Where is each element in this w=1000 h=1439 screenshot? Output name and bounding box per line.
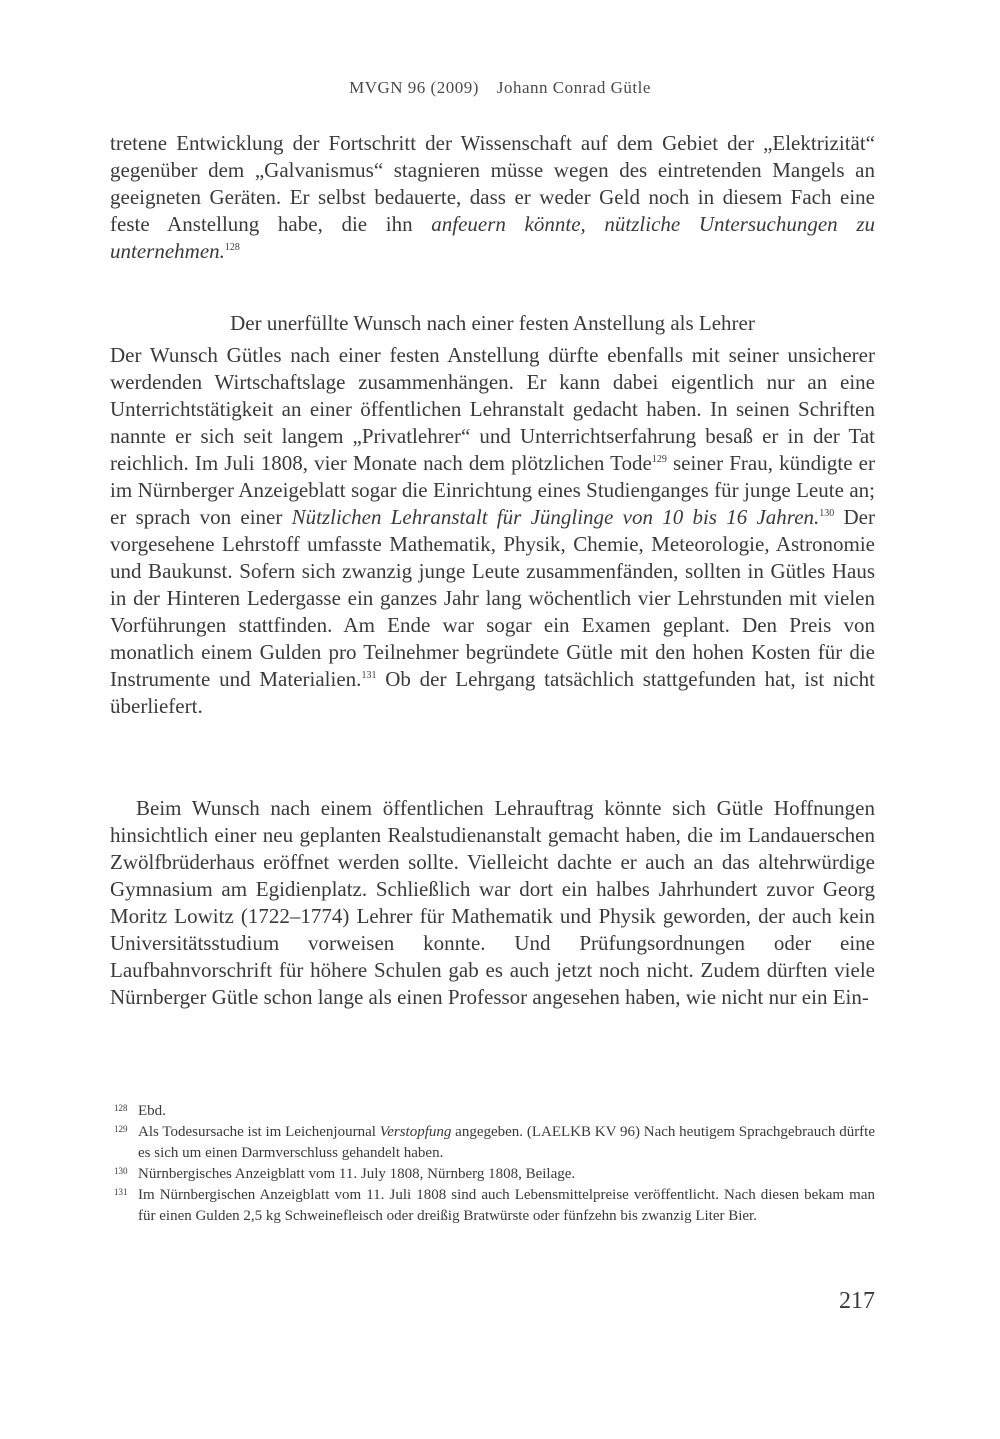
page-number: 217 xyxy=(839,1288,875,1314)
footnote-128 xyxy=(110,1101,875,1122)
footnote-text: angegeben. (LAELKB KV 96) Nach heutigem Sprachgebrauch dürfte es sich um einen Darmverschluss gehandelt haben. xyxy=(138,1124,876,1161)
body-paragraph-2 xyxy=(110,795,875,1011)
intro-italic-quote: anfeuern könnte, nützliche Untersuchungen zu unternehmen. xyxy=(110,212,875,263)
footnote-number: 128 xyxy=(114,1103,128,1113)
footnote-text: Im Nürnbergischen Anzeigblatt vom 11. Juli 1808 sind auch Lebensmittelpreise veröffentlicht. Nach diesen bekam man für einen Gulden 2,5 kg Schweinefleisch oder dreißig Bratwürste oder fünfzehn bis zwanzig Liter Bier. xyxy=(138,1187,875,1224)
para1-italic-title: Nützlichen Lehranstalt für Jünglinge von 10 bis 16 Jahren. xyxy=(291,505,820,529)
footnote-text: Ebd. xyxy=(138,1103,166,1119)
journal-reference: MVGN 96 (2009) xyxy=(349,78,479,97)
footnote-italic: Verstopfung xyxy=(379,1124,452,1140)
footnotes xyxy=(110,1101,875,1227)
intro-text: tretene Entwicklung der Fortschritt der Wissenschaft auf dem Gebiet der „Elektrizität“ gegenüber dem „Galvanismus“ stagnieren müsse wegen des eintretenden Mangels an geeigneten Geräten. Er selbst bedauerte, dass er weder Geld noch in diesem Fach eine feste Anstellung habe, die ihn xyxy=(110,131,875,236)
footnote-ref-128[interactable]: 128 xyxy=(224,242,240,253)
footnote-ref-130[interactable]: 130 xyxy=(819,508,835,519)
body-paragraph-1 xyxy=(110,342,875,720)
para1-text-b: seiner Frau, kündigte er im Nürnberger Anzeigeblatt sogar die Einrichtung eines Studienganges für junge Leute an; er sprach von einer xyxy=(110,451,875,529)
running-header xyxy=(0,78,1000,98)
footnote-number: 129 xyxy=(114,1124,128,1134)
para1-text-d: Ob der Lehrgang tatsächlich stattgefunden hat, ist nicht überliefert. xyxy=(110,667,875,718)
footnote-ref-131[interactable]: 131 xyxy=(361,670,377,681)
footnote-ref-129[interactable]: 129 xyxy=(651,454,667,465)
section-heading: Der unerfüllte Wunsch nach einer festen Anstellung als Lehrer xyxy=(230,311,755,335)
para1-text-a: Der Wunsch Gütles nach einer festen Anstellung dürfte ebenfalls mit seiner unsicherer werdenden Wirtschaftslage zusammenhängen. Er kann dabei eigentlich nur an eine Unterrichtstätigkeit an einer öffentlichen Lehranstalt gedacht haben. In seinen Schriften nannte er sich seit langem „Privatlehrer“ und Unterrichtserfahrung besaß er in der Tat reichlich. Im Juli 1808, vier Monate nach dem plötzlichen Tode xyxy=(110,343,875,475)
para1-text-c: Der vorgesehene Lehrstoff umfasste Mathematik, Physik, Chemie, Meteorologie, Astronomie und Baukunst. Sofern sich zwanzig junge Leute zusammenfänden, sollten in Gütles Haus in der Hinteren Ledergasse ein ganzes Jahr lang wöchentlich vier Lehrstunden mit vielen Vorführungen stattfinden. Am Ende war sogar ein Examen geplant. Den Preis von monatlich einem Gulden pro Teilnehmer begründete Gütle mit den hohen Kosten für die Instrumente und Materialien. xyxy=(110,505,875,691)
para2-text: Beim Wunsch nach einem öffentlichen Lehrauftrag könnte sich Gütle Hoffnungen hinsichtlich einer neu geplanten Realstudienanstalt gemacht haben, die im Landauerschen Zwölfbrüderhaus eröffnet werden sollte. Vielleicht dachte er auch an das altehrwürdige Gymnasium am Egidienplatz. Schließlich war dort ein halbes Jahrhundert zuvor Georg Moritz Lowitz (1722–1774) Lehrer für Mathematik und Physik geworden, der auch kein Universitätsstudium vorweisen konnte. Und Prüfungsordnungen oder eine Laufbahnvorschrift für höhere Schulen gab es auch jetzt noch nicht. Zudem dürften viele Nürnberger Gütle schon lange als einen Professor angesehen haben, wie nicht nur ein Ein- xyxy=(110,796,875,1009)
footnote-text: Nürnbergisches Anzeigblatt vom 11. July 1808, Nürnberg 1808, Beilage. xyxy=(138,1166,576,1182)
footnote-130 xyxy=(110,1164,875,1185)
intro-paragraph xyxy=(110,130,875,265)
footnote-131 xyxy=(110,1185,875,1227)
footnote-text: Als Todesursache ist im Leichenjournal xyxy=(138,1124,380,1140)
footnote-number: 130 xyxy=(114,1166,128,1176)
footnote-number: 131 xyxy=(114,1187,128,1197)
article-author: Johann Conrad Gütle xyxy=(496,78,651,97)
footnote-129 xyxy=(110,1122,875,1164)
